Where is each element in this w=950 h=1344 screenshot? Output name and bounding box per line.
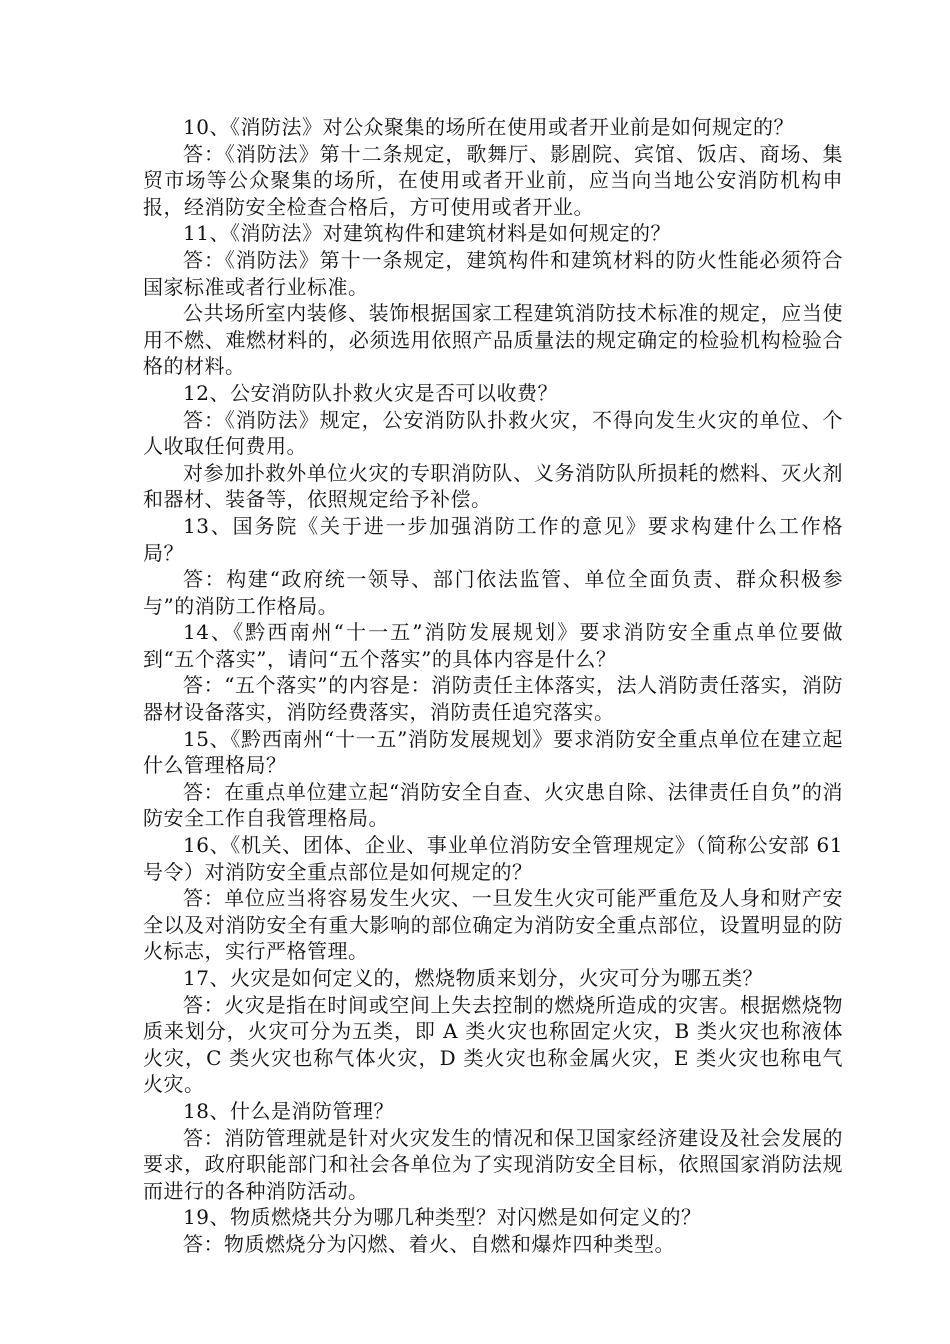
question-16: 16、《机关、团体、企业、事业单位消防安全管理规定》（简称公安部 61 号令）对消防安全重点部位是如何规定的？ xyxy=(143,833,843,884)
question-14: 14、《黔西南州“十一五”消防发展规划》要求消防安全重点单位要做到“五个落实”，请问“五个落实”的具体内容是什么？ xyxy=(143,620,843,671)
document-page xyxy=(143,114,843,1258)
question-13: 13、国务院《关于进一步加强消防工作的意见》要求构建什么工作格局？ xyxy=(143,513,843,565)
answer-12: 答：《消防法》规定，公安消防队扑救火灾，不得向发生火灾的单位、个人收取任何费用。 xyxy=(143,407,843,459)
question-19: 19、物质燃烧共分为哪几种类型？对闪燃是如何定义的？ xyxy=(183,1205,702,1230)
answer-10: 答：《消防法》第十二条规定，歌舞厅、影剧院、宾馆、饭店、商场、集贸市场等公众聚集的场所，在使用或者开业前，应当向当地公安消防机构申报，经消防安全检查合格后，方可使用或者开业。 xyxy=(143,141,843,219)
question-17: 17、火灾是如何定义的，燃烧物质来划分，火灾可分为哪五类？ xyxy=(183,966,763,990)
answer-17: 答：火灾是指在时间或空间上失去控制的燃烧所造成的灾害。根据燃烧物质来划分，火灾可分为五类，即 A 类火灾也称固定火灾，B 类火灾也称液体火灾，C 类火灾也称气体火灾，D 类火灾也称金属火灾，E 类火灾也称电气火灾。 xyxy=(143,992,843,1097)
answer-16: 答：单位应当将容易发生火灾、一旦发生火灾可能严重危及人身和财产安全以及对消防安全有重大影响的部位确定为消防安全重点部位，设置明显的防火标志，实行严格管理。 xyxy=(143,886,843,964)
question-18: 18、什么是消防管理？ xyxy=(183,1098,394,1123)
answer-12-continued: 对参加扑救外单位火灾的专职消防队、义务消防队所损耗的燃料、灭火剂和器材、装备等，依照规定给予补偿。 xyxy=(143,460,843,512)
answer-15: 答：在重点单位建立起“消防安全自查、火灾患自除、法律责任自负”的消防安全工作自我管理格局。 xyxy=(143,779,843,831)
answer-13: 答：构建“政府统一领导、部门依法监管、单位全面负责、群众积极参与”的消防工作格局。 xyxy=(143,567,843,618)
question-12: 12、公安消防队扑救火灾是否可以收费？ xyxy=(183,380,558,405)
answer-14: 答：“五个落实”的内容是：消防责任主体落实，法人消防责任落实，消防器材设备落实，消防经费落实，消防责任追究落实。 xyxy=(143,673,843,725)
question-15: 15、《黔西南州“十一五”消防发展规划》要求消防安全重点单位在建立起什么管理格局？ xyxy=(143,726,843,778)
answer-18: 答：消防管理就是针对火灾发生的情况和保卫国家经济建设及社会发展的要求，政府职能部门和社会各单位为了实现消防安全目标，依照国家消防法规而进行的各种消防活动。 xyxy=(143,1125,843,1203)
answer-19: 答：物质燃烧分为闪燃、着火、自燃和爆炸四种类型。 xyxy=(183,1231,675,1256)
question-11: 11、《消防法》对建筑构件和建筑材料是如何规定的？ xyxy=(183,221,671,246)
answer-11: 答：《消防法》第十一条规定，建筑构件和建筑材料的防火性能必须符合国家标准或者行业标准。 xyxy=(143,247,843,299)
question-10: 10、《消防法》对公众聚集的场所在使用或者开业前是如何规定的？ xyxy=(183,115,794,139)
answer-11-continued: 公共场所室内装修、装饰根据国家工程建筑消防技术标准的规定，应当使用不燃、难燃材料的，必须选用依照产品质量法的规定确定的检验机构检验合格的材料。 xyxy=(143,301,843,379)
